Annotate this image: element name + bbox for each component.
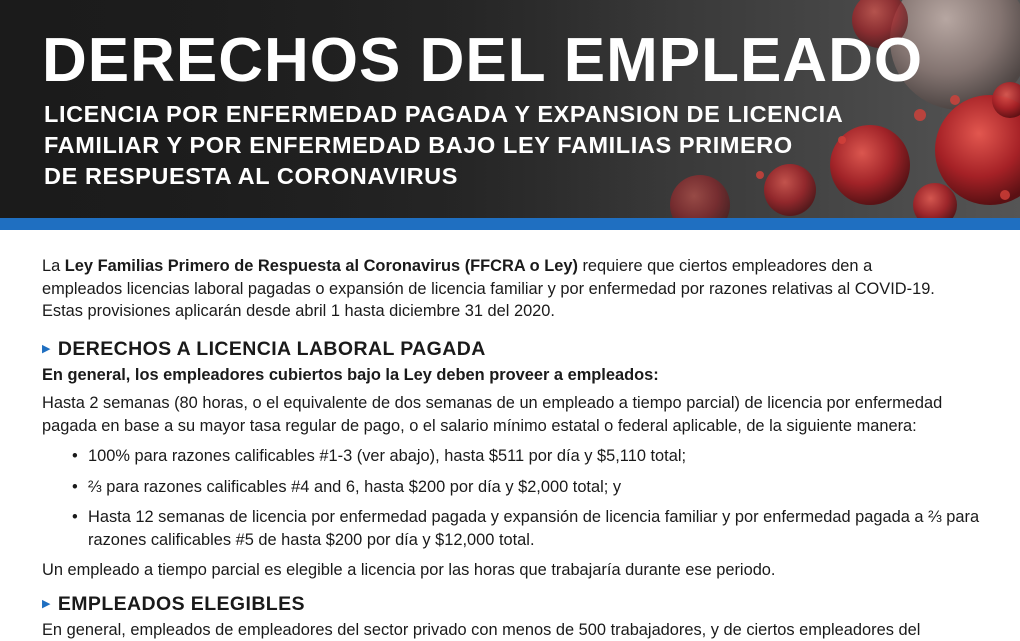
subtitle-line: DE RESPUESTA AL CORONAVIRUS (44, 161, 944, 192)
list-item (72, 476, 982, 499)
bullet-dot-icon: • (72, 445, 78, 468)
bullet-dot-icon: • (72, 476, 78, 499)
section-heading-text: DERECHOS A LICENCIA LABORAL PAGADA (58, 337, 486, 361)
intro-text: requiere que ciertos empleadores den a empleados licencias laboral pagadas o expansión de licencia familiar y por enfermedad por razones relativas al COVID-19. Estas provisiones aplicarán desde abril 1 hasta diciembre 31 del 2020. (42, 257, 935, 320)
page-subtitle (44, 99, 944, 192)
triangle-bullet-icon: ▶ (42, 592, 51, 616)
list-item (72, 506, 982, 551)
bullet-dot-icon: • (72, 506, 78, 529)
subtitle-line: LICENCIA POR ENFERMEDAD PAGADA Y EXPANSION DE LICENCIA (44, 99, 944, 130)
page-title: DERECHOS DEL EMPLEADO (42, 28, 923, 94)
section-paragraph: En general, empleados de empleadores del sector privado con menos de 500 trabajadores, y de ciertos empleadores del (42, 619, 982, 641)
list-item-text: 100% para razones calificables #1-3 (ver abajo), hasta $511 por día y $5,110 total; (88, 447, 686, 465)
section-paragraph: Hasta 2 semanas (80 horas, o el equivalente de dos semanas de un empleado a tiempo parcial) de licencia por enfermedad pagada en base a su mayor tasa regular de pago, o el salario mínimo estatal o federal aplicable, de la siguiente manera: (42, 392, 982, 437)
section-heading-text: EMPLEADOS ELEGIBLES (58, 592, 305, 616)
benefit-list (42, 445, 982, 551)
document-body (42, 255, 982, 641)
part-time-note: Un empleado a tiempo parcial es elegible a licencia por las horas que trabajaría durante ese periodo. (42, 559, 982, 582)
section-lead: En general, los empleadores cubiertos bajo la Ley deben proveer a empleados: (42, 364, 982, 387)
section-heading-paid-leave (42, 337, 982, 361)
list-item (72, 445, 982, 468)
list-item-text: ⅔ para razones calificables #4 and 6, hasta $200 por día y $2,000 total; y (88, 478, 621, 496)
header-banner (0, 0, 1020, 218)
intro-prefix: La (42, 257, 65, 275)
law-name: Ley Familias Primero de Respuesta al Coronavirus (FFCRA o Ley) (65, 257, 578, 275)
triangle-bullet-icon: ▶ (42, 337, 51, 361)
section-heading-eligible-employees (42, 592, 982, 616)
intro-paragraph (42, 255, 942, 323)
subtitle-line: FAMILIAR Y POR ENFERMEDAD BAJO LEY FAMILIAS PRIMERO (44, 130, 944, 161)
header-divider (0, 218, 1020, 230)
list-item-text: Hasta 12 semanas de licencia por enfermedad pagada y expansión de licencia familiar y por enfermedad pagada a ⅔ para razones calificables #5 de hasta $200 por día y $12,000 total. (88, 508, 979, 549)
